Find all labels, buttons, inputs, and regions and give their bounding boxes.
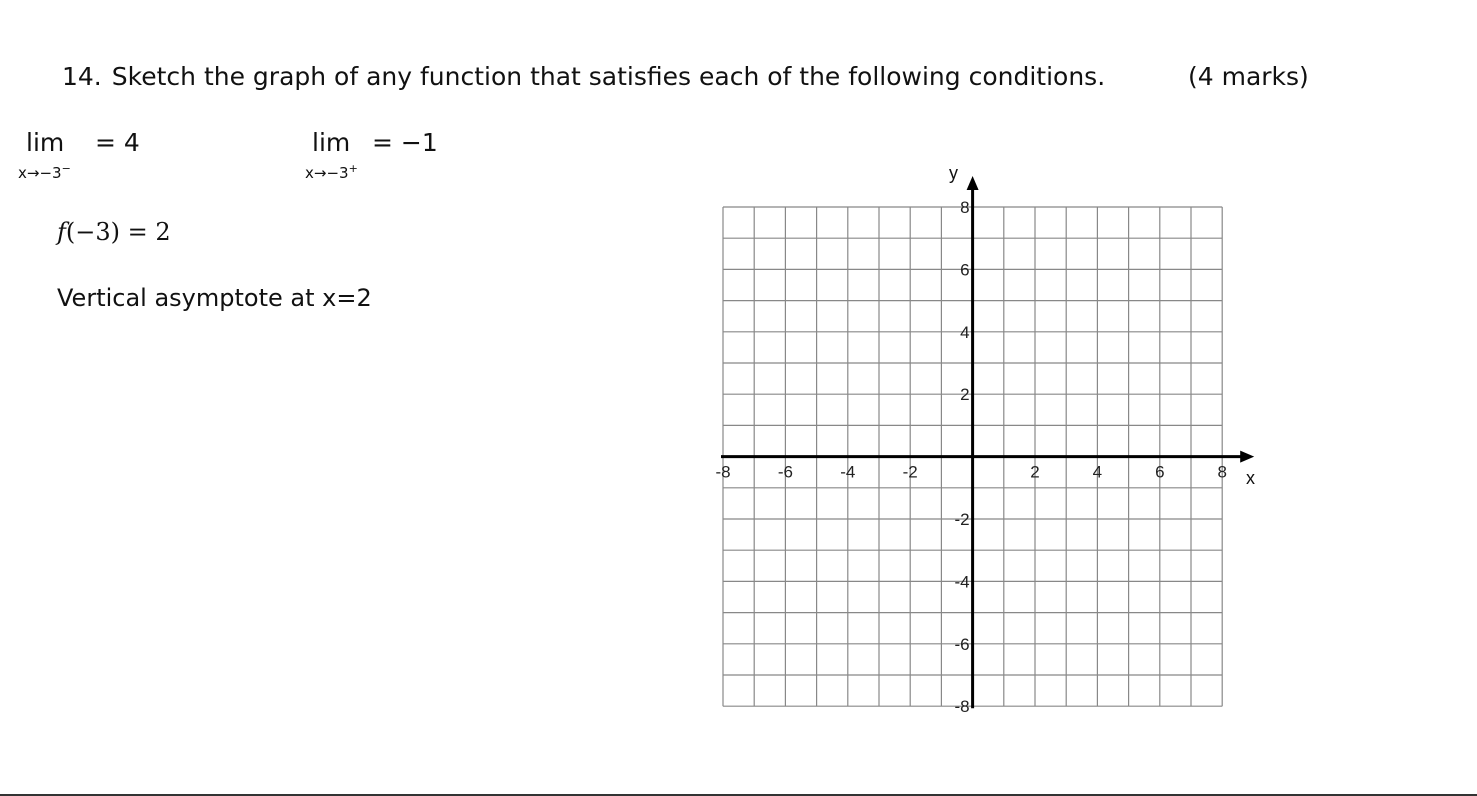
limit-left-approach: x→−3 (18, 164, 62, 182)
limit-right-value: = −1 (372, 128, 438, 157)
x-tick-label: 6 (1155, 462, 1165, 482)
limit-left-value: = 4 (95, 128, 140, 157)
question-marks: (4 marks) (1188, 62, 1309, 91)
question-line (62, 62, 1105, 91)
axes (721, 176, 1254, 708)
limit-right-subscript (305, 162, 358, 182)
limit-left-subscript (18, 162, 71, 182)
y-tick-label: -4 (954, 572, 970, 592)
limit-left-side: − (61, 162, 71, 175)
x-tick-label: 8 (1217, 462, 1227, 482)
limit-right-lim: lim (312, 128, 351, 157)
x-axis-label: x (1246, 468, 1255, 488)
function-value-expression: (−3) = 2 (65, 218, 171, 246)
y-tick-label: 4 (960, 322, 970, 342)
y-tick-label: 6 (960, 260, 970, 280)
x-tick-label: 2 (1030, 462, 1040, 482)
x-tick-label: 4 (1092, 462, 1103, 482)
y-tick-label: -8 (954, 697, 970, 717)
y-tick-label: -2 (954, 510, 970, 529)
function-value (57, 218, 171, 246)
limit-right-approach: x→−3 (305, 164, 349, 182)
y-axis-arrow (967, 176, 979, 190)
limit-right-side: + (348, 162, 358, 175)
y-tick-label: 2 (960, 385, 970, 405)
coordinate-grid[interactable] (700, 158, 1275, 723)
x-tick-label: -2 (902, 462, 918, 482)
y-tick-label: 8 (960, 198, 970, 217)
y-tick-label: -6 (954, 634, 970, 654)
x-tick-label: -8 (715, 462, 731, 482)
question-text: Sketch the graph of any function that satisfies each of the following conditions. (111, 62, 1106, 91)
x-tick-label: -6 (777, 462, 793, 482)
y-axis-label: y (949, 163, 958, 183)
question-number: 14. (62, 62, 102, 91)
x-axis-arrow (1240, 451, 1254, 463)
function-symbol: f (57, 218, 66, 246)
limit-left-lim: lim (26, 128, 65, 157)
asymptote-condition: Vertical asymptote at x=2 (57, 284, 372, 312)
x-tick-label: -4 (840, 462, 856, 482)
